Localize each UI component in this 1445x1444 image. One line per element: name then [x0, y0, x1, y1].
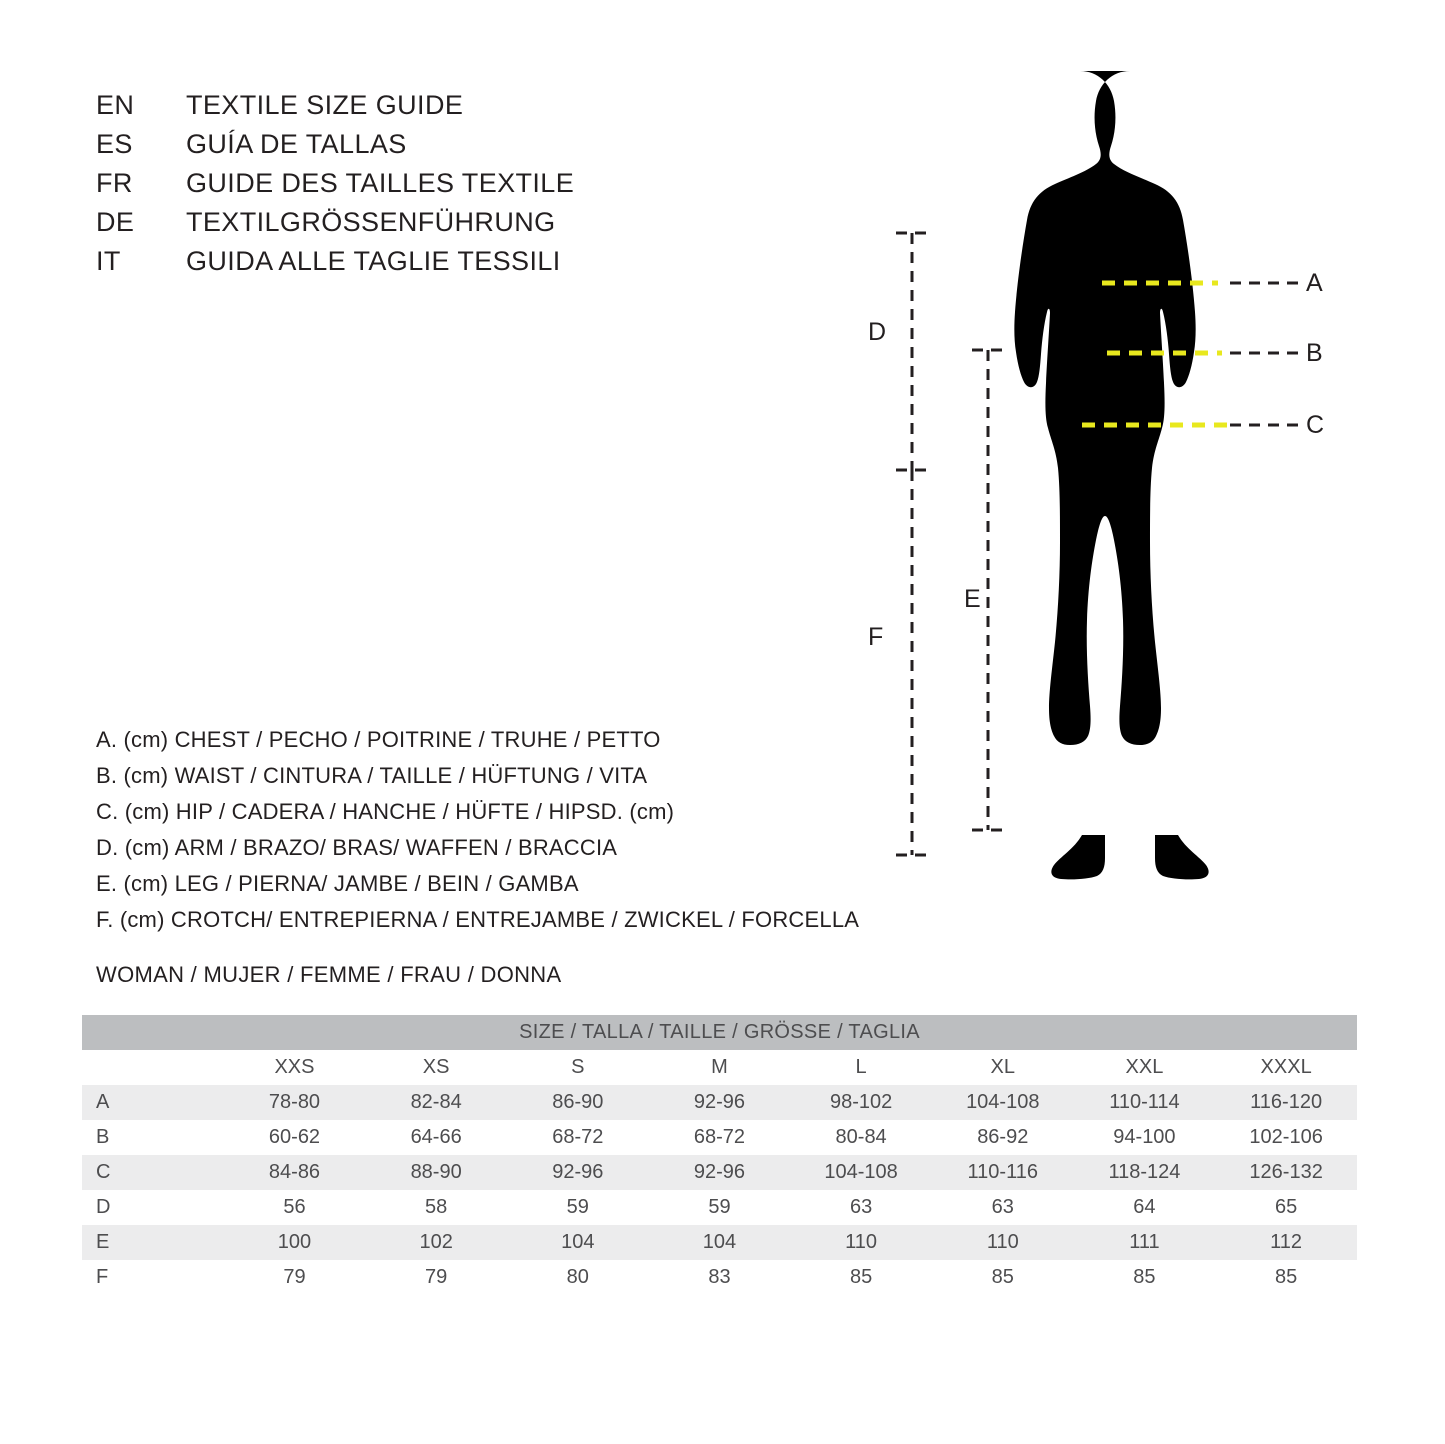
table-row: [82, 1085, 1357, 1120]
cell-c-xl: 110-116: [932, 1155, 1074, 1190]
cell-c-l: 104-108: [790, 1155, 932, 1190]
cell-b-s: 68-72: [507, 1120, 649, 1155]
cell-c-xxs: 84-86: [224, 1155, 366, 1190]
cell-f-xxl: 85: [1074, 1260, 1216, 1295]
title-lang-it: IT: [96, 246, 121, 276]
cell-b-xs: 64-66: [365, 1120, 507, 1155]
legend-item-f: F. (cm) CROTCH/ ENTREPIERNA / ENTREJAMBE / ZWICKEL / FORCELLA: [96, 907, 860, 932]
cell-b-xxs: 60-62: [224, 1120, 366, 1155]
cell-d-s: 59: [507, 1190, 649, 1225]
marker-label-e: E: [964, 585, 981, 613]
cell-c-s: 92-96: [507, 1155, 649, 1190]
cell-a-s: 86-90: [507, 1085, 649, 1120]
cell-f-xl: 85: [932, 1260, 1074, 1295]
cell-d-xxl: 64: [1074, 1190, 1216, 1225]
group-label: WOMAN / MUJER / FEMME / FRAU / DONNA: [96, 962, 562, 987]
cell-e-xs: 102: [365, 1225, 507, 1260]
title-row: [96, 129, 796, 168]
table-row: [82, 1260, 1357, 1295]
title-text-en: TEXTILE SIZE GUIDE: [186, 90, 464, 120]
size-header-xl: XL: [932, 1050, 1074, 1085]
cell-e-m: 104: [649, 1225, 791, 1260]
marker-label-d: D: [868, 318, 887, 346]
title-lang-en: EN: [96, 90, 135, 120]
cell-c-m: 92-96: [649, 1155, 791, 1190]
row-label-b: B: [82, 1120, 224, 1155]
table-band-label: SIZE / TALLA / TAILLE / GRÖSSE / TAGLIA: [82, 1015, 1357, 1050]
table-row: [82, 1225, 1357, 1260]
cell-d-l: 63: [790, 1190, 932, 1225]
cell-a-xxs: 78-80: [224, 1085, 366, 1120]
cell-d-xxs: 56: [224, 1190, 366, 1225]
cell-f-m: 83: [649, 1260, 791, 1295]
cell-c-xs: 88-90: [365, 1155, 507, 1190]
cell-b-m: 68-72: [649, 1120, 791, 1155]
cell-e-xxs: 100: [224, 1225, 366, 1260]
title-text-it: GUIDA ALLE TAGLIE TESSILI: [186, 246, 561, 276]
cell-b-xxl: 94-100: [1074, 1120, 1216, 1155]
table-band-row: [82, 1015, 1357, 1050]
cell-f-xxxl: 85: [1215, 1260, 1357, 1295]
size-header-s: S: [507, 1050, 649, 1085]
size-table-wrapper: [82, 1015, 1357, 1295]
cell-a-xl: 104-108: [932, 1085, 1074, 1120]
cell-b-xxxl: 102-106: [1215, 1120, 1357, 1155]
legend-item-a: A. (cm) CHEST / PECHO / POITRINE / TRUHE / PETTO: [96, 727, 661, 752]
cell-f-xxs: 79: [224, 1260, 366, 1295]
legend-item-d: D. (cm) ARM / BRAZO/ BRAS/ WAFFEN / BRACCIA: [96, 835, 618, 860]
size-header-l: L: [790, 1050, 932, 1085]
cell-b-l: 80-84: [790, 1120, 932, 1155]
title-lang-de: DE: [96, 207, 135, 237]
cell-e-l: 110: [790, 1225, 932, 1260]
row-label-a: A: [82, 1085, 224, 1120]
title-text-es: GUÍA DE TALLAS: [186, 129, 407, 159]
size-header-xs: XS: [365, 1050, 507, 1085]
size-header-xxxl: XXXL: [1215, 1050, 1357, 1085]
cell-e-xl: 110: [932, 1225, 1074, 1260]
cell-d-xl: 63: [932, 1190, 1074, 1225]
marker-label-a: A: [1306, 269, 1323, 297]
cell-e-s: 104: [507, 1225, 649, 1260]
cell-f-l: 85: [790, 1260, 932, 1295]
marker-label-c: C: [1306, 411, 1325, 439]
table-header-row: [82, 1050, 1357, 1085]
cell-d-xs: 58: [365, 1190, 507, 1225]
cell-a-xs: 82-84: [365, 1085, 507, 1120]
header-corner-cell: [82, 1050, 224, 1085]
cell-f-xs: 79: [365, 1260, 507, 1295]
title-lang-es: ES: [96, 129, 133, 159]
title-row: [96, 90, 796, 129]
size-header-xxl: XXL: [1074, 1050, 1216, 1085]
marker-label-f: F: [868, 623, 884, 651]
woman-silhouette-icon: [1014, 71, 1208, 879]
table-row: [82, 1120, 1357, 1155]
cell-e-xxxl: 112: [1215, 1225, 1357, 1260]
cell-a-xxxl: 116-120: [1215, 1085, 1357, 1120]
table-row: [82, 1155, 1357, 1190]
cell-a-m: 92-96: [649, 1085, 791, 1120]
row-label-e: E: [82, 1225, 224, 1260]
cell-c-xxxl: 126-132: [1215, 1155, 1357, 1190]
title-row: [96, 207, 796, 246]
size-header-m: M: [649, 1050, 791, 1085]
cell-a-xxl: 110-114: [1074, 1085, 1216, 1120]
legend-block: [96, 722, 916, 938]
cell-e-xxl: 111: [1074, 1225, 1216, 1260]
row-label-d: D: [82, 1190, 224, 1225]
cell-d-xxxl: 65: [1215, 1190, 1357, 1225]
cell-a-l: 98-102: [790, 1085, 932, 1120]
legend-item-c: C. (cm) HIP / CADERA / HANCHE / HÜFTE / HIPSD. (cm): [96, 799, 675, 824]
row-label-f: F: [82, 1260, 224, 1295]
cell-d-m: 59: [649, 1190, 791, 1225]
title-lang-fr: FR: [96, 168, 133, 198]
cell-f-s: 80: [507, 1260, 649, 1295]
leader-lines: [1230, 283, 1300, 425]
legend-item-b: B. (cm) WAIST / CINTURA / TAILLE / HÜFTUNG / VITA: [96, 763, 648, 788]
title-block: [96, 90, 796, 285]
marker-label-b: B: [1306, 339, 1323, 367]
size-table: [82, 1015, 1357, 1295]
row-label-c: C: [82, 1155, 224, 1190]
cell-c-xxl: 118-124: [1074, 1155, 1216, 1190]
table-row: [82, 1190, 1357, 1225]
legend-item-e: E. (cm) LEG / PIERNA/ JAMBE / BEIN / GAMBA: [96, 871, 579, 896]
title-text-de: TEXTILGRÖSSENFÜHRUNG: [186, 207, 556, 237]
title-row: [96, 168, 796, 207]
title-text-fr: GUIDE DES TAILLES TEXTILE: [186, 168, 575, 198]
size-header-xxs: XXS: [224, 1050, 366, 1085]
cell-b-xl: 86-92: [932, 1120, 1074, 1155]
title-row: [96, 246, 796, 285]
